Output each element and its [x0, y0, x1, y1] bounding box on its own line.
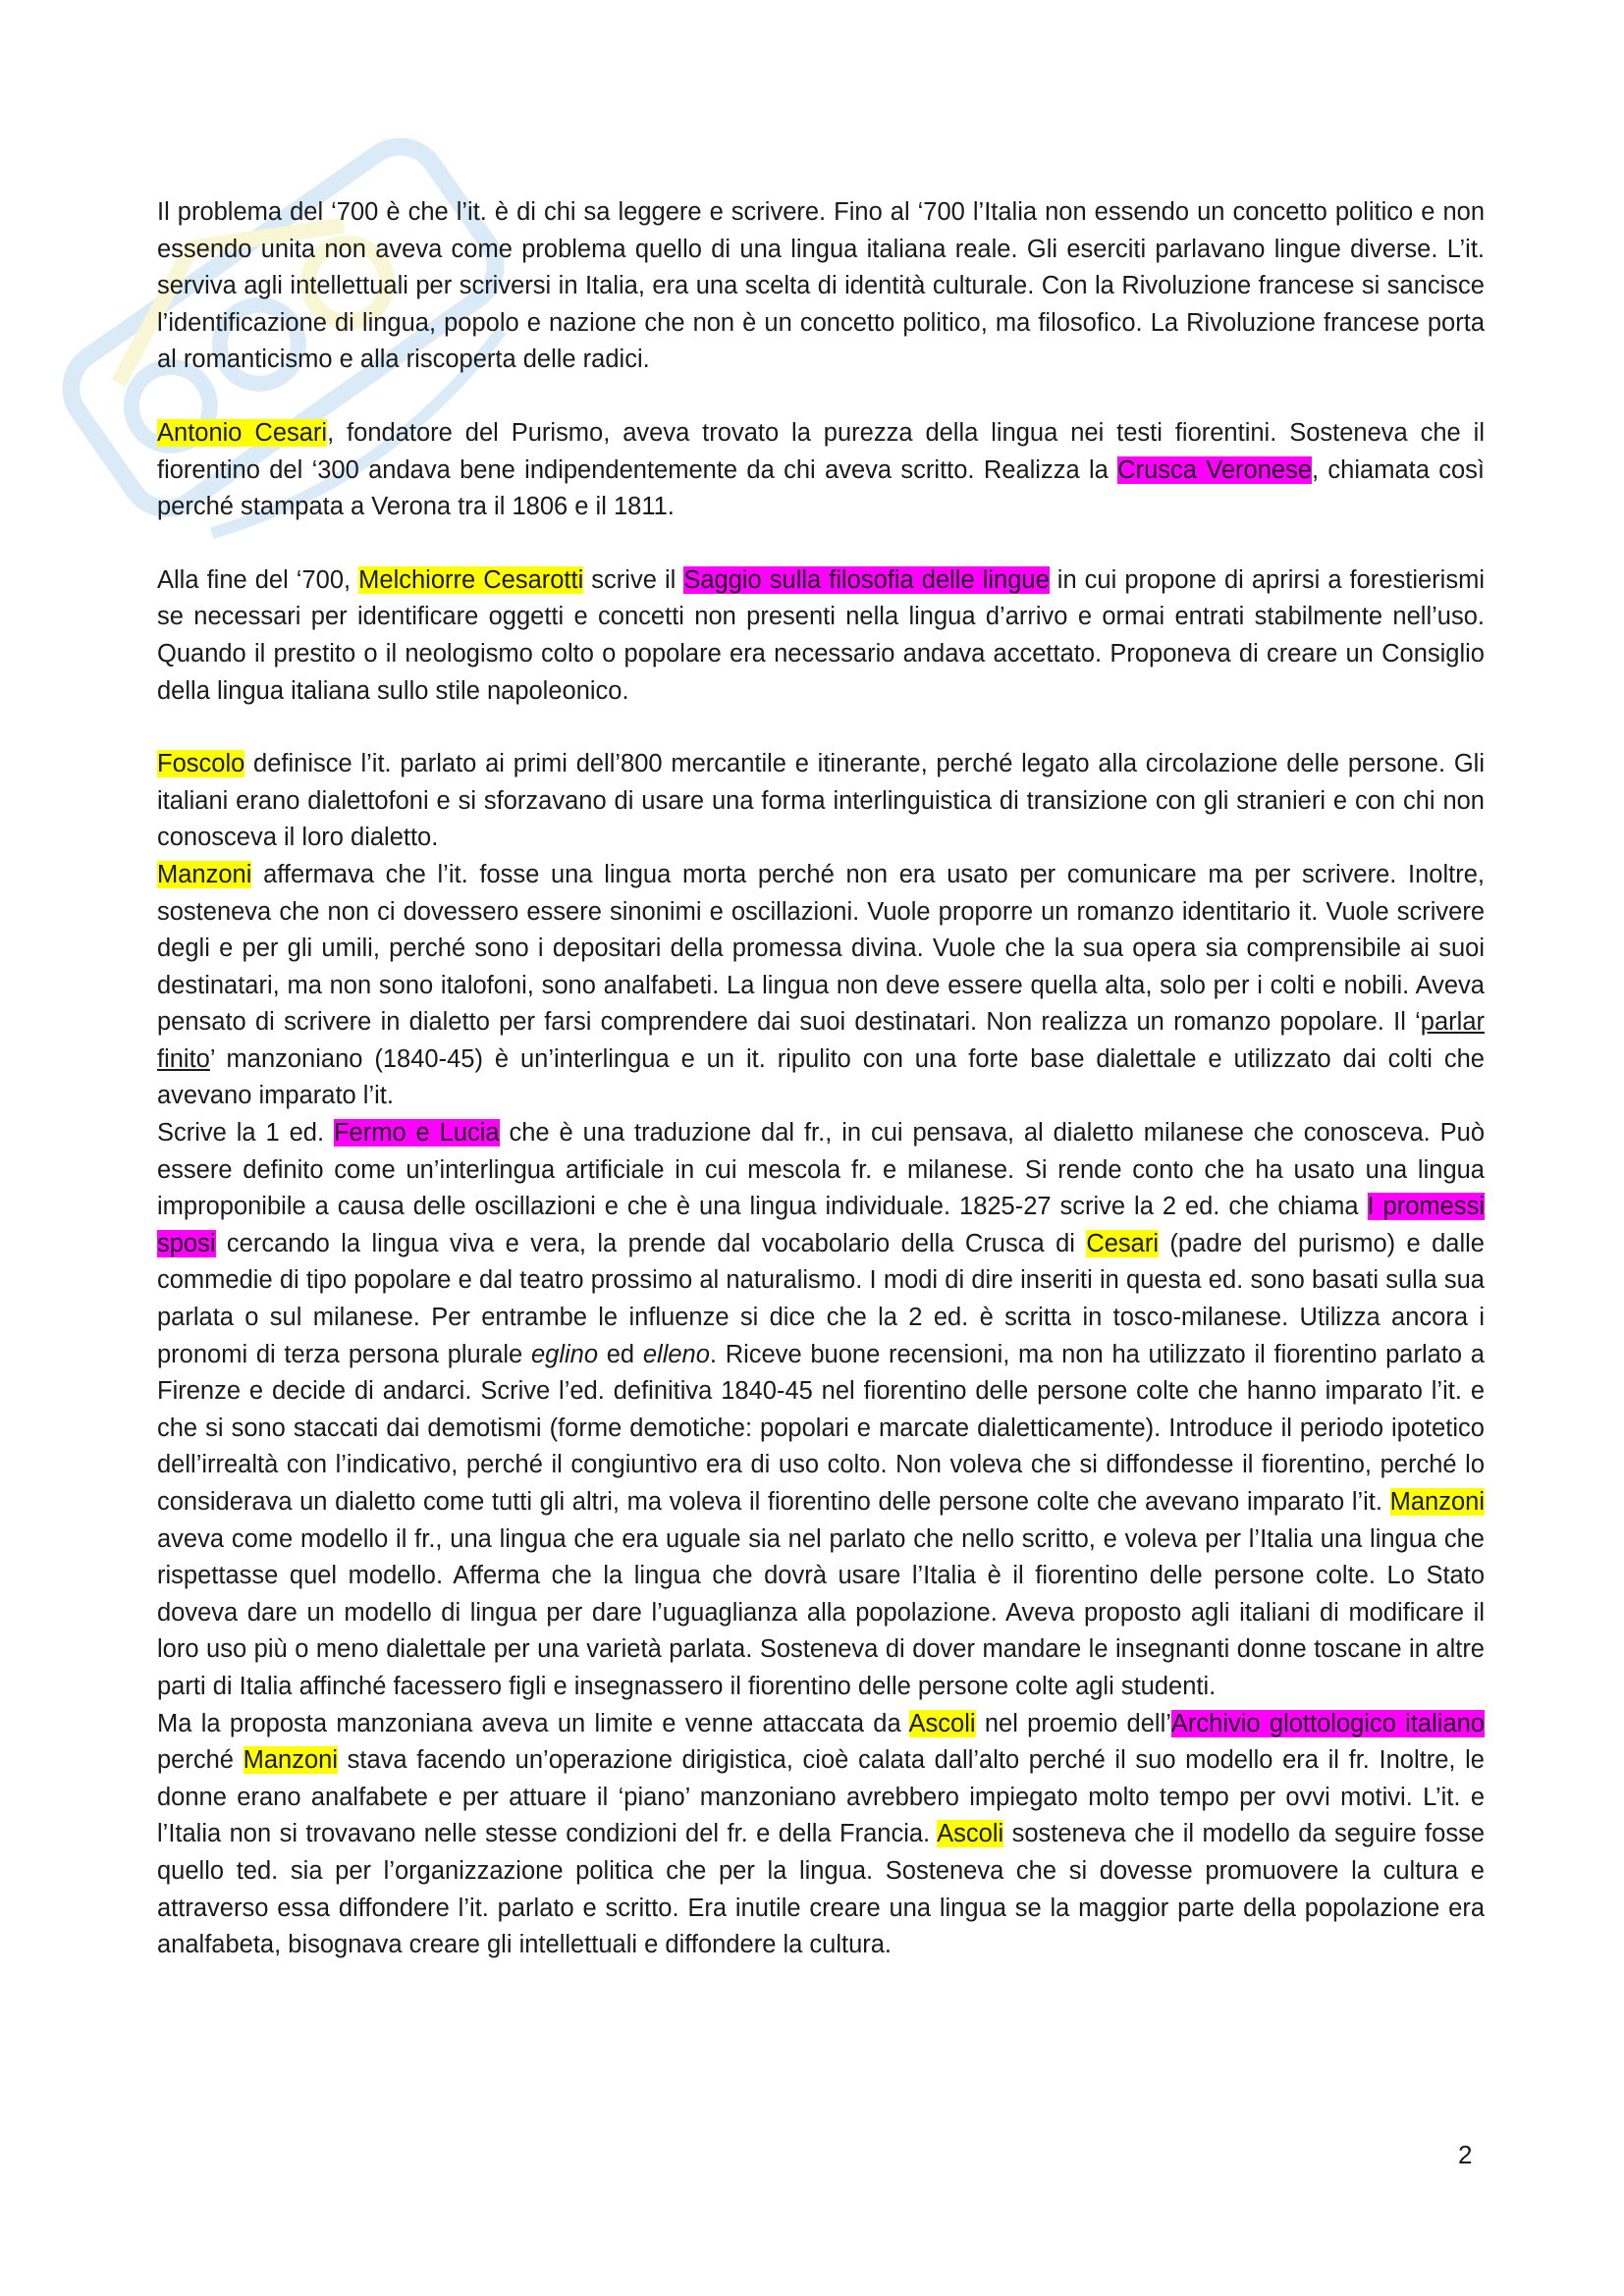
highlight-name: Melchiorre Cesarotti	[358, 565, 584, 594]
text-run: ’ manzoniano (1840-45) è un’interlingua e un it. ripulito con una forte base dialettale e utilizzato dai colti che avevano imparato l’it.	[157, 1044, 1485, 1110]
paragraph	[157, 415, 1485, 526]
italic-term: elleno	[642, 1340, 710, 1368]
text-run: Alla fine del ‘700,	[157, 565, 359, 594]
page-number: 2	[1458, 2140, 1473, 2169]
text-run: affermava che l’it. fosse una lingua morta perché non era usato per comunicare ma per scrivere. Inoltre, sosteneva che non ci dovessero essere sinonimi e oscillazioni. Vuole proporre un romanzo identitario it. Vuole scrivere degli e per gli umili, perché sono i depositari della promessa divina. Vuole che la sua opera sia comprensibile ai suoi destinatari, ma non sono italofoni, sono analfabeti. La lingua non deve essere quella alta, solo per i colti e nobili. Aveva pensato di scrivere in dialetto per farsi comprendere dai suoi destinatari. Non realizza un romanzo popolare. Il ‘	[157, 860, 1485, 1037]
text-run: , fondatore del Purismo, aveva trovato la purezza della lingua nei testi fiorentini. Sosteneva che il fiorentino del ‘300 andava bene indipendentemente da chi aveva scritto. Realizza la	[157, 418, 1485, 484]
text-run: stava facendo un’operazione dirigistica, cioè calata dall’alto perché il suo modello era il fr. Inoltre, le donne erano analfabete e per attuare il ‘piano’ manzoniano avrebbero impiegato molto tempo per ovvi motivi. L’it. e l’Italia non si trovavano nelle stesse condizioni del fr. e della Francia.	[157, 1746, 1485, 1848]
highlight-name: Manzoni	[243, 1746, 339, 1775]
text-run: ed	[598, 1340, 643, 1368]
paragraph	[157, 746, 1485, 857]
highlight-title: Crusca Veronese	[1117, 455, 1313, 484]
text-run: Scrive la 1 ed.	[157, 1119, 334, 1148]
text-run: (padre del purismo) e dalle commedie di tipo popolare e dal teatro prossimo al naturalismo. I modi di dire inseriti in questa ed. sono basati sulla sua parlata o sul milanese. Per entrambe le influenze si dice che la 2 ed. è scritta in tosco-milanese. Utilizza ancora i pronomi di terza persona plurale	[157, 1229, 1485, 1368]
text-run: definisce l’it. parlato ai primi dell’800 mercantile e itinerante, perché legato alla circolazione delle persone. Gli italiani erano dialettofoni e si sforzavano di usare una forma interlinguistica di transizione con gli stranieri e con chi non conosceva il loro dialetto.	[157, 750, 1485, 852]
highlight-name: Ascoli	[937, 1820, 1004, 1848]
text-run: . Riceve buone recensioni, ma non ha utilizzato il fiorentino parlato a Firenze e decide di andarci. Scrive l’ed. definitiva 1840-45 nel fiorentino delle persone colte che hanno imparato l’it. e che si sono staccati dai demotismi (forme demotiche: popolari e marcate dialetticamente). Introduce il periodo ipotetico dell’irrealtà con l’indicativo, perché il congiuntivo era di uso colto. Non voleva che si diffondesse il fiorentino, perché lo considerava un dialetto come tutti gli altri, ma voleva il fiorentino delle persone colte che avevano imparato l’it.	[157, 1340, 1485, 1516]
text-run: perché	[157, 1746, 244, 1775]
highlight-title: Fermo e Lucia	[333, 1119, 500, 1148]
text-run: nel proemio dell’	[975, 1709, 1171, 1737]
text-run: , chiamata così perché stampata a Verona tra il 1806 e il 1811.	[157, 455, 1485, 521]
text-run: aveva come modello il fr., una lingua che era uguale sia nel parlato che nello scritto, e voleva per l’Italia una lingua che rispettasse quel modello. Afferma che la lingua che dovrà usare l’Italia è il fiorentino delle persone colte. Lo Stato doveva dare un modello di lingua per dare l’uguaglianza alla popolazione. Aveva proposto agli italiani di modificare il loro uso più o meno dialettale per una varietà parlata. Sosteneva di dover mandare le insegnanti donne toscane in altre parti di Italia affinché facessero figli e insegnassero il fiorentino delle persone colte agli studenti.	[157, 1524, 1485, 1700]
highlight-name: Manzoni	[1389, 1488, 1485, 1516]
text-run: che è una traduzione dal fr., in cui pensava, al dialetto milanese che conosceva. Può essere definito come un’interlingua artificiale in cui mescola fr. e milanese. Si rende conto che ha usato una lingua improponibile a causa delle oscillazioni e che è una lingua individuale. 1825-27 scrive la 2 ed. che chiama	[157, 1119, 1485, 1221]
text-run: scrive il	[583, 565, 684, 594]
paragraph	[157, 562, 1485, 710]
text-run: in cui propone di aprirsi a forestierismi se necessari per identificare oggetti e concetti non presenti nella lingua d’arrivo e ormai entrati stabilmente nell’uso. Quando il prestito o il neologismo colto o popolare era necessario andava accettato. Proponeva di creare un Consiglio della lingua italiana sullo stile napoleonico.	[157, 565, 1485, 705]
highlight-name: Cesari	[1086, 1229, 1160, 1257]
paragraph	[157, 194, 1485, 379]
paragraph	[157, 1115, 1485, 1706]
text-run: cercando la lingua viva e vera, la prende dal vocabolario della Crusca di	[215, 1229, 1087, 1257]
paragraph	[157, 857, 1485, 1115]
text-run: Ma la proposta manzoniana aveva un limite e venne attaccata da	[157, 1709, 909, 1737]
highlight-name: Ascoli	[908, 1709, 976, 1737]
highlight-title: Archivio glottologico italiano	[1170, 1709, 1485, 1737]
italic-term: eglino	[530, 1340, 599, 1368]
paragraph	[157, 1706, 1485, 1964]
highlight-name: Manzoni	[157, 860, 252, 888]
body-text	[157, 194, 1485, 1964]
highlight-name: Antonio Cesari	[157, 418, 328, 447]
text-run: Il problema del ‘700 è che l’it. è di chi sa leggere e scrivere. Fino al ‘700 l’Italia non essendo un concetto politico e non essendo unita non aveva come problema quello di una lingua italiana reale. Gli eserciti parlavano lingue diverse. L’it. serviva agli intellettuali per scriversi in Italia, era una scelta di identità culturale. Con la Rivoluzione francese si sancisce l’identificazione di lingua, popolo e nazione che non è un concetto politico, ma filosofico. La Rivoluzione francese porta al romanticismo e alla riscoperta delle radici.	[157, 198, 1485, 374]
highlight-name: Foscolo	[157, 750, 245, 778]
highlight-title: I promessi sposi	[157, 1193, 1485, 1257]
underlined-term: parlar finito	[157, 1008, 1485, 1073]
highlight-title: Saggio sulla filosofia delle lingue	[683, 565, 1050, 594]
text-run: sosteneva che il modello da seguire fosse quello ted. sia per l’organizzazione politica che per la lingua. Sosteneva che si dovesse promuovere la cultura e attraverso essa diffondere l’it. parlato e scritto. Era inutile creare una lingua se la maggior parte della popolazione era analfabeta, bisognava creare gli intellettuali e diffondere la cultura.	[157, 1820, 1486, 1959]
